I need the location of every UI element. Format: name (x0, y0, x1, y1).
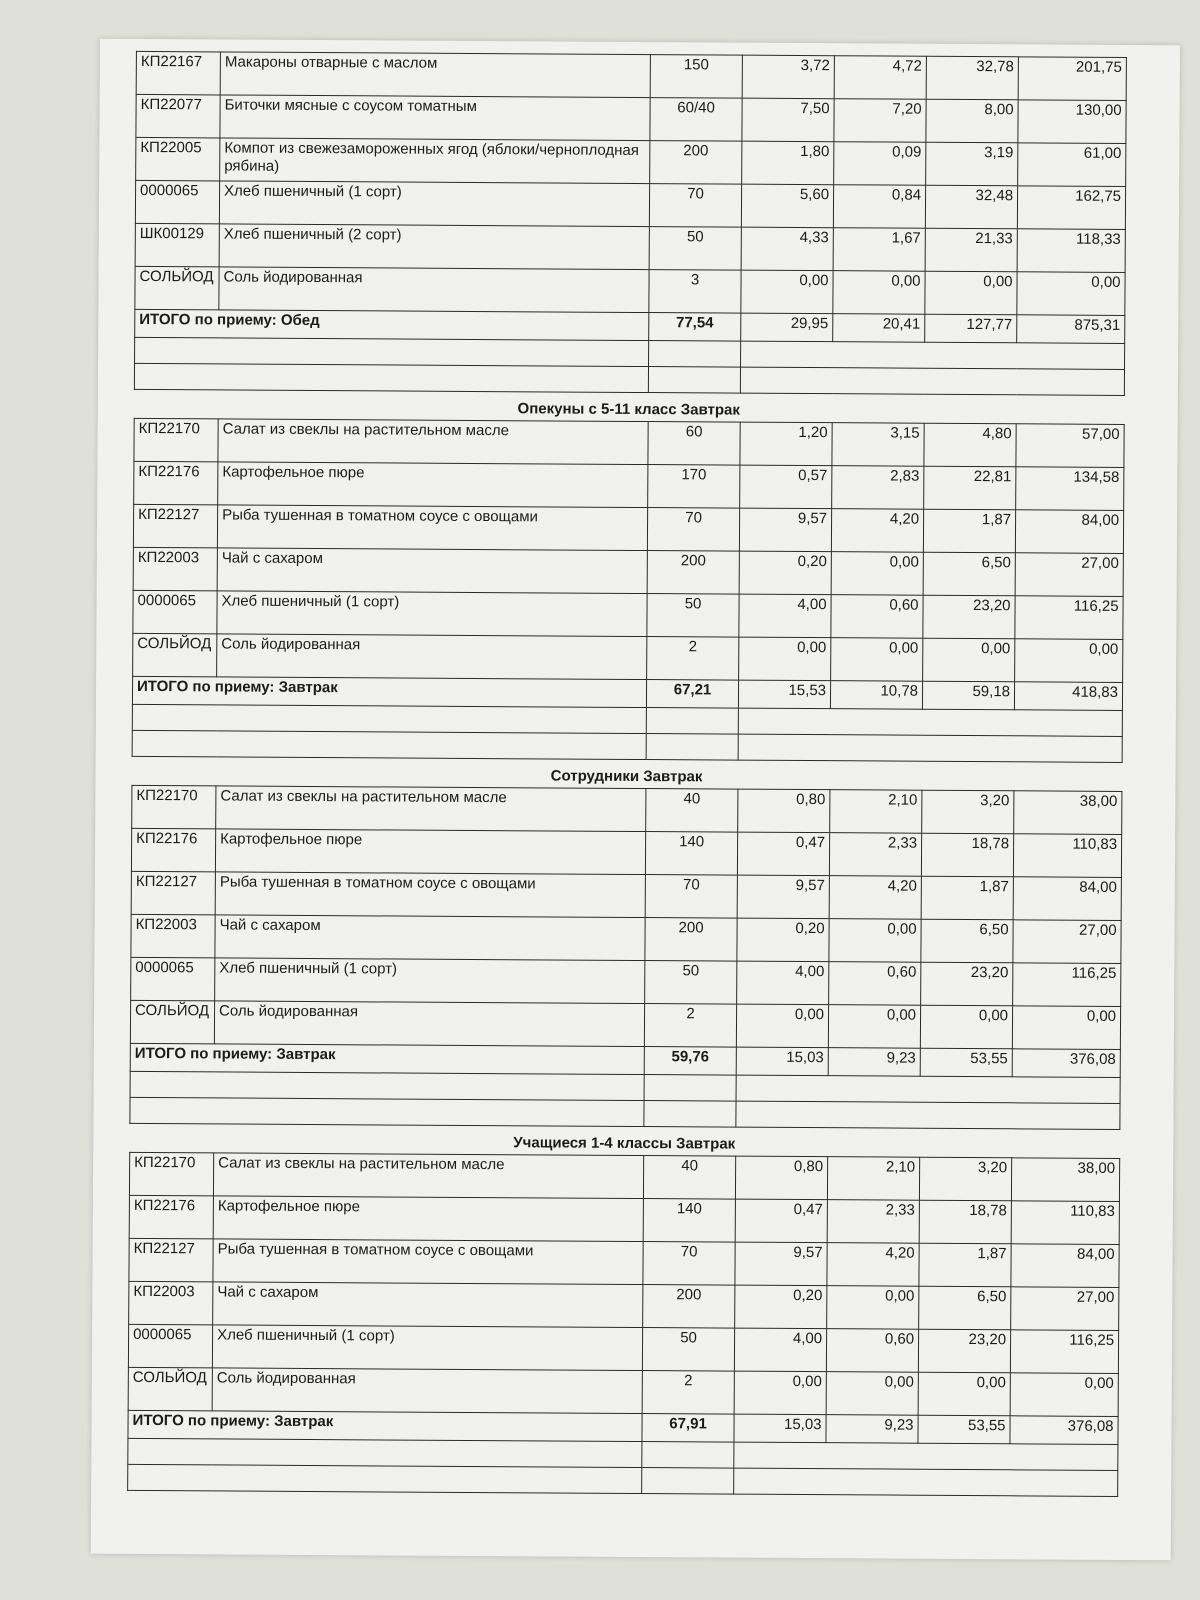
value-protein: 4,00 (737, 961, 829, 1005)
portion-weight: 3 (649, 270, 741, 314)
dish-code: КП22170 (132, 785, 216, 829)
portion-weight: 70 (645, 875, 737, 919)
value-carbs: 6,50 (921, 919, 1013, 963)
total-weight: 77,54 (649, 313, 741, 342)
table-row (129, 1238, 1119, 1287)
portion-weight: 50 (649, 227, 741, 271)
table-row (128, 1324, 1118, 1373)
total-protein: 15,03 (734, 1414, 826, 1443)
dish-name: Соль йодированная (212, 1368, 642, 1414)
dish-code: КП22127 (133, 504, 217, 548)
value-fat: 2,33 (827, 1200, 919, 1244)
value-protein: 0,00 (739, 637, 831, 681)
value-carbs: 3,19 (926, 142, 1018, 186)
value-carbs: 6,50 (923, 552, 1015, 596)
value-protein: 1,20 (740, 422, 832, 466)
value-carbs: 3,20 (922, 790, 1014, 834)
dish-code: СОЛЬЙОД (128, 1367, 212, 1411)
dish-code: 0000065 (133, 590, 217, 634)
value-carbs: 32,48 (925, 185, 1017, 229)
dish-name: Соль йодированная (219, 267, 649, 313)
value-energy: 27,00 (1013, 920, 1121, 964)
empty-cell (642, 1442, 734, 1469)
value-fat: 0,84 (833, 185, 925, 229)
value-fat: 2,10 (827, 1157, 919, 1201)
value-carbs: 0,00 (923, 638, 1015, 682)
table-row (129, 1152, 1119, 1201)
value-fat: 0,60 (831, 595, 923, 639)
total-fat: 9,23 (828, 1048, 920, 1077)
dish-code: КП22077 (136, 94, 220, 138)
value-energy: 84,00 (1013, 877, 1121, 921)
total-energy: 875,31 (1017, 315, 1125, 344)
dish-name: Чай с сахаром (213, 1282, 643, 1328)
table-row (129, 1281, 1119, 1330)
table-row (131, 871, 1121, 920)
dish-name: Хлеб пшеничный (1 сорт) (217, 591, 647, 637)
value-energy: 61,00 (1018, 143, 1126, 187)
value-fat: 4,72 (834, 56, 926, 100)
value-energy: 116,25 (1013, 963, 1121, 1007)
section-title: Опекуны с 5-11 класс Завтрак (517, 400, 740, 419)
dish-code: КП22176 (131, 828, 215, 872)
dish-code: 0000065 (135, 180, 219, 224)
value-fat: 2,10 (830, 790, 922, 834)
dish-name: Соль йодированная (217, 634, 647, 680)
value-carbs: 23,20 (921, 962, 1013, 1006)
value-protein: 9,57 (739, 508, 831, 552)
value-energy: 0,00 (1010, 1373, 1118, 1417)
empty-cell (649, 341, 741, 368)
total-energy: 376,08 (1012, 1049, 1120, 1078)
total-energy: 376,08 (1010, 1416, 1118, 1445)
dish-name: Рыба тушенная в томатном соусе с овощами (215, 872, 645, 918)
portion-weight: 2 (642, 1371, 734, 1415)
empty-cell (738, 708, 1122, 736)
dish-code: КП22005 (136, 137, 220, 181)
total-carbs: 53,55 (920, 1048, 1012, 1077)
table-row (133, 590, 1123, 639)
empty-cell (741, 341, 1125, 369)
portion-weight: 50 (642, 1328, 734, 1372)
menu-table (127, 1152, 1120, 1497)
dish-code: КП22127 (129, 1238, 213, 1282)
portion-weight: 60/40 (650, 98, 742, 142)
dish-name: Биточки мясные с соусом томатным (220, 95, 650, 141)
empty-cell (128, 1464, 642, 1493)
dish-name: Салат из свеклы на растительном масле (218, 419, 648, 465)
value-protein: 9,57 (737, 875, 829, 919)
empty-cell (642, 1468, 734, 1495)
value-fat: 0,00 (827, 1286, 919, 1330)
empty-cell (738, 734, 1122, 762)
portion-weight: 200 (650, 141, 742, 185)
total-protein: 15,03 (736, 1047, 828, 1076)
dish-code: СОЛЬЙОД (135, 266, 219, 310)
value-carbs: 0,00 (920, 1005, 1012, 1049)
value-protein: 0,80 (735, 1156, 827, 1200)
portion-weight: 200 (647, 551, 739, 595)
dish-code: КП22170 (134, 418, 218, 462)
value-protein: 4,00 (734, 1328, 826, 1372)
dish-name: Картофельное пюре (213, 1196, 643, 1242)
empty-cell (646, 734, 738, 761)
dish-code: КП22003 (129, 1281, 213, 1325)
empty-cell (648, 367, 740, 394)
value-fat: 4,20 (829, 876, 921, 920)
value-protein: 0,00 (736, 1004, 828, 1048)
value-energy: 84,00 (1011, 1244, 1119, 1288)
value-energy: 57,00 (1016, 424, 1124, 468)
empty-cell (646, 708, 738, 735)
value-fat: 3,15 (832, 423, 924, 467)
value-protein: 4,33 (741, 227, 833, 271)
value-fat: 4,20 (827, 1243, 919, 1287)
table-row (136, 137, 1126, 186)
portion-weight: 40 (643, 1156, 735, 1200)
empty-cell (132, 730, 646, 759)
value-fat: 0,00 (829, 919, 921, 963)
empty-cell (134, 363, 648, 392)
value-energy: 134,58 (1016, 467, 1124, 511)
table-row (133, 547, 1123, 596)
value-carbs: 32,78 (926, 56, 1018, 100)
empty-cell (734, 1442, 1118, 1470)
portion-weight: 140 (643, 1199, 735, 1243)
table-row (133, 504, 1123, 553)
value-protein: 1,80 (742, 141, 834, 185)
value-energy: 84,00 (1015, 510, 1123, 554)
dish-code: КП22003 (131, 914, 215, 958)
dish-name: Хлеб пшеничный (2 сорт) (219, 224, 649, 270)
dish-code: ШК00129 (135, 223, 219, 267)
value-protein: 3,72 (742, 55, 834, 99)
total-carbs: 59,18 (922, 681, 1014, 710)
value-carbs: 22,81 (924, 466, 1016, 510)
value-fat: 0,09 (834, 142, 926, 186)
value-protein: 0,20 (739, 551, 831, 595)
portion-weight: 150 (650, 55, 742, 99)
empty-cell (740, 367, 1124, 395)
value-carbs: 1,87 (923, 509, 1015, 553)
total-weight: 67,21 (646, 680, 738, 709)
value-fat: 4,20 (831, 509, 923, 553)
value-carbs: 4,80 (924, 423, 1016, 467)
value-fat: 0,60 (826, 1329, 918, 1373)
dish-code: 0000065 (131, 957, 215, 1001)
portion-weight: 60 (648, 422, 740, 466)
dish-name: Соль йодированная (214, 1001, 644, 1047)
dish-code: 0000065 (128, 1324, 212, 1368)
total-label: ИТОГО по приему: Завтрак (128, 1410, 642, 1441)
value-carbs: 23,20 (918, 1329, 1010, 1373)
value-carbs: 18,78 (919, 1200, 1011, 1244)
total-fat: 10,78 (830, 681, 922, 710)
portion-weight: 50 (645, 961, 737, 1005)
empty-cell (736, 1101, 1120, 1129)
table-row (128, 1367, 1118, 1416)
dish-code: КП22003 (133, 547, 217, 591)
table-row (130, 1000, 1120, 1049)
total-protein: 29,95 (741, 313, 833, 342)
total-protein: 15,53 (738, 680, 830, 709)
table-row (135, 223, 1125, 272)
table-row (132, 785, 1122, 834)
value-protein: 0,47 (737, 832, 829, 876)
value-carbs: 18,78 (921, 833, 1013, 877)
portion-weight: 70 (647, 508, 739, 552)
empty-row (128, 1464, 1118, 1496)
dish-name: Макароны отварные с маслом (220, 52, 650, 98)
dish-code: КП22176 (134, 461, 218, 505)
table-row (133, 633, 1123, 682)
portion-weight: 170 (648, 465, 740, 509)
total-weight: 67,91 (642, 1414, 734, 1443)
paper-sheet (91, 39, 1180, 1561)
total-label: ИТОГО по приему: Завтрак (132, 676, 646, 707)
dish-code: КП22170 (129, 1152, 213, 1196)
value-energy: 27,00 (1011, 1287, 1119, 1331)
value-energy: 0,00 (1012, 1006, 1120, 1050)
menu-table (134, 51, 1127, 396)
value-protein: 4,00 (739, 594, 831, 638)
table-row (131, 828, 1121, 877)
dish-name: Картофельное пюре (215, 829, 645, 875)
value-carbs: 6,50 (919, 1286, 1011, 1330)
empty-cell (736, 1075, 1120, 1103)
portion-weight: 2 (644, 1004, 736, 1048)
value-energy: 201,75 (1018, 57, 1126, 101)
value-fat: 0,00 (833, 271, 925, 315)
dish-code: СОЛЬЙОД (133, 633, 217, 677)
value-protein: 0,57 (740, 465, 832, 509)
value-energy: 0,00 (1017, 272, 1125, 316)
empty-cell (644, 1101, 736, 1128)
dish-name: Чай с сахаром (217, 548, 647, 594)
total-carbs: 127,77 (925, 314, 1017, 343)
dish-code: КП22127 (131, 871, 215, 915)
portion-weight: 140 (645, 832, 737, 876)
total-fat: 9,23 (826, 1415, 918, 1444)
section-title: Учащиеся 1-4 классы Завтрак (513, 1134, 736, 1153)
value-fat: 2,33 (829, 833, 921, 877)
value-energy: 162,75 (1017, 186, 1125, 230)
table-row (135, 266, 1125, 315)
value-energy: 38,00 (1011, 1158, 1119, 1202)
value-protein: 0,00 (734, 1371, 826, 1415)
empty-cell (132, 704, 646, 733)
total-label: ИТОГО по приему: Обед (135, 309, 649, 340)
section-title: Сотрудники Завтрак (550, 767, 703, 786)
menu-document (127, 51, 1126, 1497)
value-carbs: 0,00 (918, 1372, 1010, 1416)
total-energy: 418,83 (1014, 682, 1122, 711)
dish-code: КП22167 (136, 51, 220, 95)
total-weight: 59,76 (644, 1047, 736, 1076)
value-fat: 0,60 (829, 962, 921, 1006)
value-protein: 7,50 (742, 98, 834, 142)
value-protein: 0,80 (738, 789, 830, 833)
portion-weight: 50 (647, 594, 739, 638)
portion-weight: 2 (647, 637, 739, 681)
value-fat: 0,00 (826, 1372, 918, 1416)
portion-weight: 40 (646, 789, 738, 833)
empty-cell (130, 1071, 644, 1100)
table-row (135, 180, 1125, 229)
dish-name: Чай с сахаром (215, 915, 645, 961)
table-row (131, 957, 1121, 1006)
value-energy: 110,83 (1011, 1201, 1119, 1245)
empty-cell (130, 1097, 644, 1126)
value-fat: 2,83 (832, 466, 924, 510)
value-fat: 0,00 (831, 638, 923, 682)
value-protein: 0,20 (737, 918, 829, 962)
value-protein: 0,47 (735, 1199, 827, 1243)
value-protein: 0,00 (741, 270, 833, 314)
dish-name: Картофельное пюре (218, 462, 648, 508)
table-row (129, 1195, 1119, 1244)
menu-table (132, 418, 1125, 763)
value-energy: 110,83 (1013, 834, 1121, 878)
value-energy: 130,00 (1018, 100, 1126, 144)
table-row (136, 51, 1126, 100)
total-label: ИТОГО по приему: Завтрак (130, 1043, 644, 1074)
dish-name: Салат из свеклы на растительном масле (213, 1153, 643, 1199)
dish-name: Хлеб пшеничный (1 сорт) (212, 1325, 642, 1371)
menu-table (129, 785, 1122, 1130)
value-carbs: 8,00 (926, 99, 1018, 143)
dish-name: Компот из свежезамороженных ягод (яблоки/черноплодная рябина) (220, 138, 650, 184)
portion-weight: 200 (643, 1285, 735, 1329)
dish-name: Салат из свеклы на растительном масле (216, 786, 646, 832)
value-fat: 7,20 (834, 99, 926, 143)
portion-weight: 70 (643, 1242, 735, 1286)
value-carbs: 0,00 (925, 271, 1017, 315)
total-carbs: 53,55 (918, 1415, 1010, 1444)
value-fat: 0,00 (831, 552, 923, 596)
empty-cell (644, 1075, 736, 1102)
value-energy: 0,00 (1015, 639, 1123, 683)
value-fat: 1,67 (833, 228, 925, 272)
value-energy: 116,25 (1010, 1330, 1118, 1374)
portion-weight: 200 (645, 918, 737, 962)
table-row (134, 418, 1124, 467)
empty-cell (135, 337, 649, 366)
empty-cell (128, 1438, 642, 1467)
dish-name: Рыба тушенная в томатном соусе с овощами (217, 505, 647, 551)
portion-weight: 70 (649, 184, 741, 228)
table-row (131, 914, 1121, 963)
dish-code: КП22176 (129, 1195, 213, 1239)
value-carbs: 3,20 (919, 1157, 1011, 1201)
value-carbs: 1,87 (921, 876, 1013, 920)
value-carbs: 1,87 (919, 1243, 1011, 1287)
value-energy: 27,00 (1015, 553, 1123, 597)
dish-name: Рыба тушенная в томатном соусе с овощами (213, 1239, 643, 1285)
total-fat: 20,41 (833, 314, 925, 343)
value-carbs: 23,20 (923, 595, 1015, 639)
dish-code: СОЛЬЙОД (130, 1000, 214, 1044)
value-protein: 5,60 (741, 184, 833, 228)
value-fat: 0,00 (828, 1005, 920, 1049)
value-energy: 38,00 (1014, 791, 1122, 835)
table-row (136, 94, 1126, 143)
value-energy: 118,33 (1017, 229, 1125, 273)
empty-cell (734, 1468, 1118, 1496)
dish-name: Хлеб пшеничный (1 сорт) (219, 181, 649, 227)
value-protein: 9,57 (735, 1242, 827, 1286)
dish-name: Хлеб пшеничный (1 сорт) (215, 958, 645, 1004)
value-energy: 116,25 (1015, 596, 1123, 640)
table-row (134, 461, 1124, 510)
value-protein: 0,20 (735, 1285, 827, 1329)
value-carbs: 21,33 (925, 228, 1017, 272)
